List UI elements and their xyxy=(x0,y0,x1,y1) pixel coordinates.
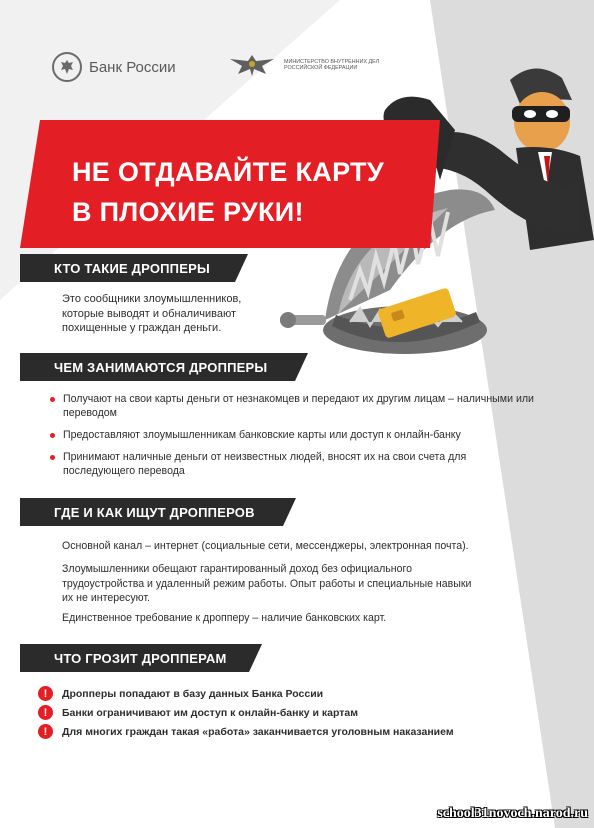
list-item: Предоставляют злоумышленникам банковские карты или доступ к онлайн-банку xyxy=(50,428,540,442)
list-item: ! Для многих граждан такая «работа» заканчивается уголовным наказанием xyxy=(38,722,454,741)
section-where-title: ГДЕ И КАК ИЩУТ ДРОППЕРОВ xyxy=(54,504,255,520)
bank-name: Банк России xyxy=(89,58,176,76)
headline-line-1: НЕ ОТДАВАЙТЕ КАРТУ xyxy=(72,157,384,187)
bullet-icon xyxy=(50,397,55,402)
mvd-name: МИНИСТЕРСТВО ВНУТРЕННИХ ДЕЛ РОССИЙСКОЙ ФЕДЕРАЦИИ xyxy=(284,58,380,71)
bullet-icon xyxy=(50,433,55,438)
warning-icon: ! xyxy=(38,705,53,720)
section-where-p3: Единственное требование к дропперу – наличие банковских карт. xyxy=(62,612,387,624)
section-who-title: КТО ТАКИЕ ДРОППЕРЫ xyxy=(54,260,210,276)
watermark: school31novoch.narod.ru xyxy=(437,806,588,821)
section-where-heading xyxy=(20,498,296,526)
warning-icon: ! xyxy=(38,724,53,739)
headline-line-2: В ПЛОХИЕ РУКИ! xyxy=(72,197,304,227)
list-item: Получают на свои карты деньги от незнакомцев и передают их другим лицам – наличными или переводом xyxy=(50,392,540,420)
section-what-list xyxy=(50,392,540,486)
list-item: ! Банки ограничивают им доступ к онлайн-банку и картам xyxy=(38,703,454,722)
warning-icon: ! xyxy=(38,686,53,701)
eagle-emblem-icon xyxy=(52,52,82,82)
bank-of-russia-logo xyxy=(52,52,176,82)
section-threat-list xyxy=(38,684,454,741)
section-where-p1: Основной канал – интернет (социальные сети, мессенджеры, электронная почта). xyxy=(62,540,469,552)
bullet-icon xyxy=(50,455,55,460)
list-item: Принимают наличные деньги от неизвестных людей, вносят их на свои счета для последующего перевода xyxy=(50,450,540,478)
section-threat-title: ЧТО ГРОЗИТ ДРОППЕРАМ xyxy=(54,650,227,666)
section-what-heading xyxy=(20,353,308,381)
section-who-heading xyxy=(20,254,248,282)
mvd-eagle-icon xyxy=(226,52,278,78)
section-where-p2: Злоумышленники обещают гарантированный доход без официального трудоустройства и удаленный режим работы. Опыт работы и специальные навыки их не интересуют. xyxy=(62,563,472,604)
section-who-text: Это сообщники злоумышленников, которые выводят и обналичивают похищенные у граждан деньги. xyxy=(62,293,242,334)
section-what-title: ЧЕМ ЗАНИМАЮТСЯ ДРОППЕРЫ xyxy=(54,359,268,375)
list-item: ! Дропперы попадают в базу данных Банка России xyxy=(38,684,454,703)
section-threat-heading xyxy=(20,644,262,672)
headline-banner xyxy=(20,120,440,248)
